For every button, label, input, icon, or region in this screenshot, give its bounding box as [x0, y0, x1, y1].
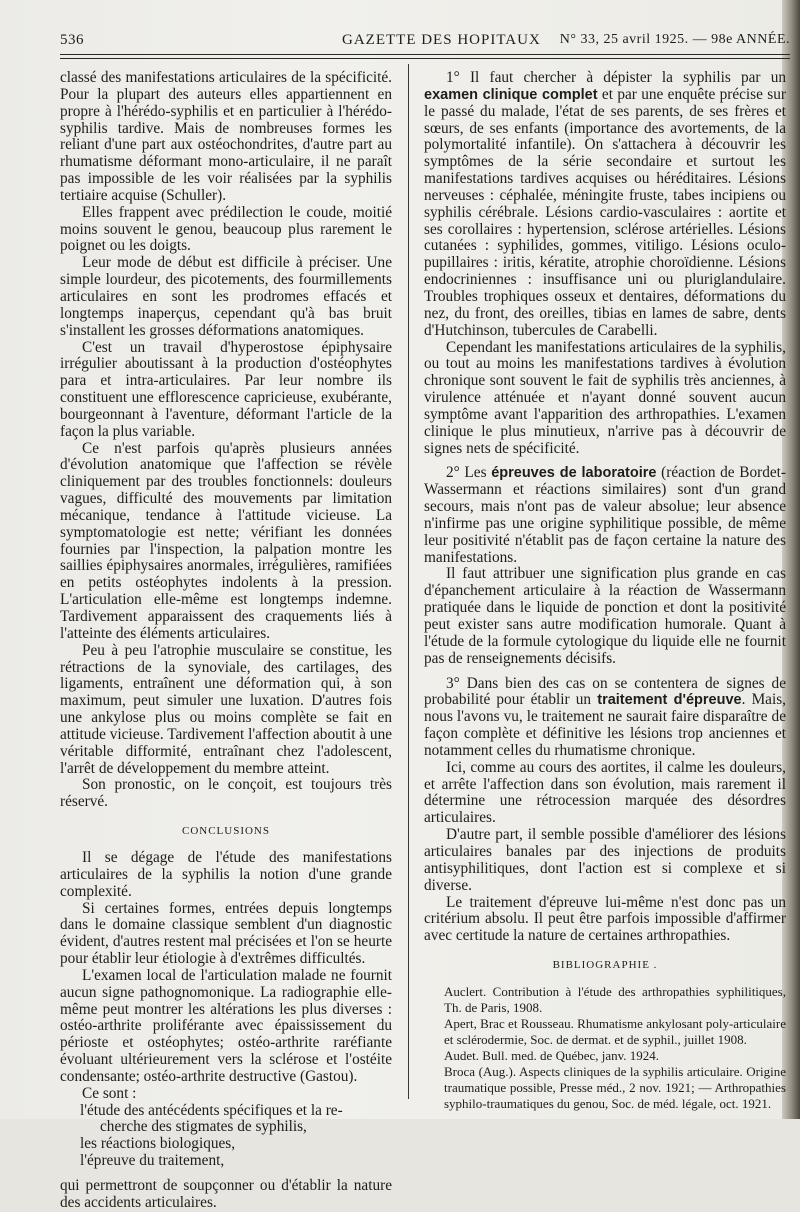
left-column	[60, 70, 392, 1212]
list-item-continued: cherche des stigmates de syphilis,	[100, 1118, 307, 1136]
paragraph: Ici, comme au cours des aortites, il calme les douleurs, et arrête l'affection dans son évolution, mais rarement il détermine une rétrocession marquée des désordres articulaires.	[424, 758, 786, 827]
header-rule-thin	[60, 58, 790, 59]
paragraph: qui permettront de soupçonner ou d'établir la nature des accidents articulaires.	[60, 1177, 392, 1211]
paragraph: Ce n'est parfois qu'après plusieurs années d'évolution anatomique que l'affection se révèle cliniquement par des troubles fonctionnels: douleurs vagues, difficulté des mouvements par limitation mécanique, tendance à l'attitude vicieuse. La symptomatologie est nette; vérifiant les données fournies par l'inspection, la palpation montre les saillies épiphysaires anormales, irrégulières, ramifiées en petits ostéophytes indolents à la pression. L'articulation elle-même est longtemps indemne. Tardivement apparaissent des craquements liés à l'atteinte des éléments articulaires.	[60, 439, 392, 642]
bibliography	[424, 984, 786, 1112]
paragraph: L'examen local de l'articulation malade ne fournit aucun signe pathognomonique. La radiographie elle-même peut montrer les altérations les plus diverses : ostéo-arthrite proliférante avec épaississement du périoste et ostéophytes; ostéo-arthrite raréfiante évoluant ultérieurement vers la sclérose et l'ostéite condensante; ostéo-arthrite destructive (Gastou).	[60, 966, 392, 1085]
bibliography-entry: Audet. Bull. med. de Québec, janv. 1924.	[444, 1047, 660, 1063]
paragraph: D'autre part, il semble possible d'améliorer des lésions articulaires banales par des injections de produits antisyphilitiques, dont l'action est si complexe et si diverse.	[424, 826, 786, 894]
paragraph: Elles frappent avec prédilection le coude, moitié moins souvent le genou, beaucoup plus rarement le poignet ou les doigts.	[60, 203, 392, 255]
paragraph: C'est un travail d'hyperostose épiphysaire irrégulier aboutissant à la production d'ostéophytes para et intra-articulaires. Par leur nombre ils constituent une efflorescence capricieuse, exubérante, bourgeonnant à l'aventure, déformant l'article de la façon la plus variable.	[60, 338, 392, 440]
bibliography-entry: Apert, Brac et Rousseau. Rhumatisme ankylosant poly-articulaire et sclérodermie, Soc. de dermat. et de syphil., juillet 1908.	[444, 1015, 786, 1047]
text-run: 2° Les	[446, 464, 492, 482]
paragraph: classé des manifestations articulaires de la spécificité. Pour la plupart des auteurs elles appartiennent en propre à l'hérédo-syphilis et en particulier à l'hérédo-syphilis tardive. Mais de nombreuses formes les reliant d'une part aux ostéochondrites, d'autre part au rhumatisme déformant mono-articulaire, il ne paraît pas impossible de les voir réalisées par la syphilis tertiaire acquise (Schuller).	[60, 69, 392, 204]
bibliography-entry: Broca (Aug.). Aspects cliniques de la syphilis articulaire. Origine traumatique possible, Presse méd., 2 nov. 1921; — Arthropathies syphilo-traumatiques du genou, Soc. de méd. légale, oct. 1921.	[444, 1063, 786, 1111]
section-heading-bibliography: BIBLIOGRAPHIE .	[552, 959, 658, 972]
text-run: et par une enquête précise sur le passé du malade, l'état de ses parents, de ses frères et sœurs, de ses enfants (importance des avortements, de la polymortalité infantile). On s'attachera à découvrir les symptômes de la série secondaire et surtout les manifestations tardives acquises ou héréditaires. Lésions nerveuses : céphalée, méningite fruste, tabes incipiens ou syphilis cérébrale. Lésions cardio-vasculaires : aortite et ses corollaires : hypertension, sclérose artérielles. Lésions cutanées : syphilides, gommes, vitiligo. Lésions oculo-pupillaires : iritis, kératite, atrophie choroïdienne. Lésions endocriniennes : insuffisance uni ou pluriglandulaire. Troubles trophiques osseux et dentaires, déformations du nez, du front, des oreilles, tibias en lames de sabre, dents d'Hutchinson, tubercules de Carabelli.	[424, 85, 786, 339]
right-column	[424, 70, 786, 1112]
paragraph-laboratory	[424, 465, 786, 566]
text-run: 3° Dans bien des cas on se contentera de signes de probabilité pour établir un	[424, 674, 786, 709]
header-rule	[60, 54, 790, 55]
conclusion-list	[60, 1103, 392, 1170]
paragraph: Il se dégage de l'étude des manifestations articulaires de la syphilis la notion d'une grande complexité.	[60, 848, 392, 900]
paragraph: Si certaines formes, entrées depuis longtemps dans le domaine classique semblent d'un diagnostic évident, d'autres restent mal précisées et l'on se heurte pour établir leur étiologie à d'extrêmes difficultés.	[60, 899, 392, 968]
list-item: l'étude des antécédents spécifiques et la re-	[80, 1101, 343, 1119]
paragraph: Peu à peu l'atrophie musculaire se constitue, les rétractions de la synoviale, des cartilages, des ligaments, entraînent une déformation qui, à son maximum, peut simuler une luxation. D'autres fois une ankylose plus ou moins complète se fait en attitude vicieuse. Tardivement l'affection aboutit à une véritable difformité, entraînant chez l'adolescent, l'arrêt de développement du membre atteint.	[60, 641, 393, 777]
journal-title: GAZETTE DES HOPITAUX	[342, 32, 541, 48]
paragraph: Cependant les manifestations articulaires de la syphilis, ou tout au moins les manifestations tardives à évolution chronique sont souvent le fait de syphilis très anciennes, à virulence atténuée et n'ayant donné souvent aucun symptôme avant l'apparition des arthropathies. L'examen clinique le plus minutieux, n'arrive pas à découvrir de signes nets de spécificité.	[424, 338, 786, 457]
paragraph: Ce sont :	[82, 1084, 137, 1102]
emphasis-traitement-epreuve: traitement d'épreuve	[597, 692, 742, 709]
list-item: les réactions biologiques,	[80, 1135, 236, 1153]
paragraph: Le traitement d'épreuve lui-même n'est donc pas un critérium absolu. Il peut être parfois impossible d'affirmer avec certitude la nature de certaines arthropathies.	[424, 893, 786, 945]
paragraph: Leur mode de début est difficile à préciser. Une simple lourdeur, des picotements, des fourmillements articulaires en sont les prodromes effacés et longtemps inaperçus, cependant qu'à bas bruit s'installent les grosses déformations anatomiques.	[60, 254, 392, 339]
text-run: 1° Il faut chercher à dépister la syphilis par un	[446, 69, 786, 86]
spacer	[60, 1170, 392, 1178]
list-item: l'épreuve du traitement,	[80, 1152, 225, 1170]
text-run: . Mais, nous l'avons vu, le traitement ne saurait faire disparaître de façon complète et définitive les lésions trop anciennes et notamment celles du rhumatisme chronique.	[424, 691, 786, 759]
running-header	[60, 30, 790, 60]
paragraph: Il faut attribuer une signification plus grande en cas d'épanchement articulaire à la réaction de Wassermann pratiquée dans le liquide de ponction et dont la positivité peut exister sans autre modification humorale. Quant à l'étude de la formule cytologique du liquide elle ne fournit pas de renseignements décisifs.	[424, 565, 786, 667]
issue-info: N° 33, 25 avril 1925. — 98e ANNÉE.	[559, 32, 790, 47]
text-run: (réaction de Bordet-Wassermann et réactions similaires) sont d'un grand secours, mais n'ont pas de valeur absolue; leur absence n'infirme pas une origine syphilitique possible, de même leur positivité n'établit pas de façon certaine la nature des manifestations.	[424, 464, 786, 566]
emphasis-epreuves-laboratoire: épreuves de laboratoire	[491, 465, 657, 482]
bibliography-entry: Auclert. Contribution à l'étude des arthropathies syphilitiques, Th. de Paris, 1908.	[444, 983, 786, 1015]
column-divider	[408, 64, 409, 1099]
section-heading-conclusions: CONCLUSIONS	[181, 825, 270, 838]
emphasis-examen-clinique: examen clinique complet	[424, 86, 598, 103]
paragraph: Son pronostic, on le conçoit, est toujours très réservé.	[60, 776, 392, 811]
paragraph-clinical-exam	[424, 70, 786, 340]
page-number: 536	[60, 32, 84, 48]
paragraph-treatment	[424, 676, 786, 760]
